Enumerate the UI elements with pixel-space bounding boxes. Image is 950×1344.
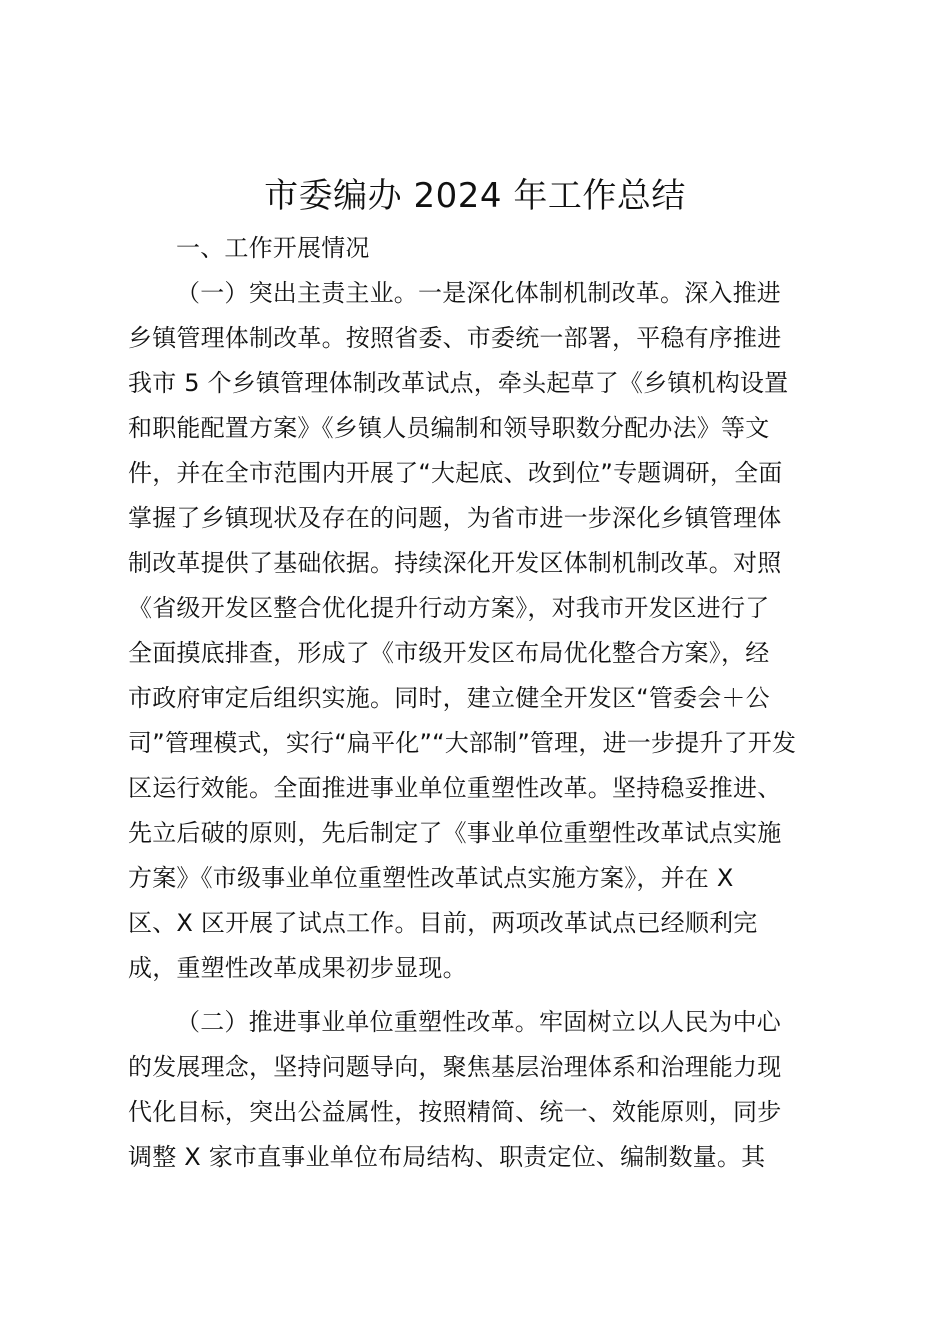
paragraph-1-line: （一）突出主责主业。一是深化体制机制改革。深入推进	[176, 279, 781, 307]
paragraph-1-line: 乡镇管理体制改革。按照省委、市委统一部署，平稳有序推进	[128, 324, 782, 352]
paragraph-2-line: 的发展理念，坚持问题导向，聚焦基层治理体系和治理能力现	[128, 1053, 782, 1081]
paragraph-1-line: 先立后破的原则，先后制定了《事业单位重塑性改革试点实施	[128, 819, 782, 847]
paragraph-1-line: 区、X 区开展了试点工作。目前，两项改革试点已经顺利完	[128, 909, 758, 937]
document-body	[128, 226, 848, 1180]
paragraph-1-line: 制改革提供了基础依据。持续深化开发区体制机制改革。对照	[128, 549, 782, 577]
paragraph-1-line: 司”管理模式，实行“扁平化”“大部制”管理，进一步提升了开发	[128, 729, 797, 757]
paragraph-2-line: （二）推进事业单位重塑性改革。牢固树立以人民为中心	[176, 1008, 781, 1036]
paragraph-1-line: 区运行效能。全面推进事业单位重塑性改革。坚持稳妥推进、	[128, 774, 782, 802]
paragraph-1-line: 方案》《市级事业单位重塑性改革试点实施方案》，并在 X	[128, 864, 734, 892]
paragraph-1-line: 我市 5 个乡镇管理体制改革试点，牵头起草了《乡镇机构设置	[128, 369, 789, 397]
paragraph-1-line: 市政府审定后组织实施。同时，建立健全开发区“管委会＋公	[128, 684, 770, 712]
document-title: 市委编办 2024 年工作总结	[264, 176, 686, 216]
paragraph-1-line: 《省级开发区整合优化提升行动方案》，对我市开发区进行了	[128, 594, 770, 622]
section-heading: 一、工作开展情况	[176, 234, 370, 262]
paragraph-1-line: 掌握了乡镇现状及存在的问题，为省市进一步深化乡镇管理体	[128, 504, 782, 532]
paragraph-spacer	[128, 991, 848, 1000]
paragraph-1-line: 和职能配置方案》《乡镇人员编制和领导职数分配办法》等文	[128, 414, 770, 442]
paragraph-1-line: 全面摸底排查，形成了《市级开发区布局优化整合方案》，经	[128, 639, 770, 667]
paragraph-1-line: 成，重塑性改革成果初步显现。	[128, 954, 467, 982]
paragraph-2-line: 调整 X 家市直事业单位布局结构、职责定位、编制数量。其	[128, 1143, 766, 1171]
paragraph-2-line: 代化目标，突出公益属性，按照精简、统一、效能原则，同步	[128, 1098, 782, 1126]
paragraph-1-line: 件，并在全市范围内开展了“大起底、改到位”专题调研，全面	[128, 459, 783, 487]
